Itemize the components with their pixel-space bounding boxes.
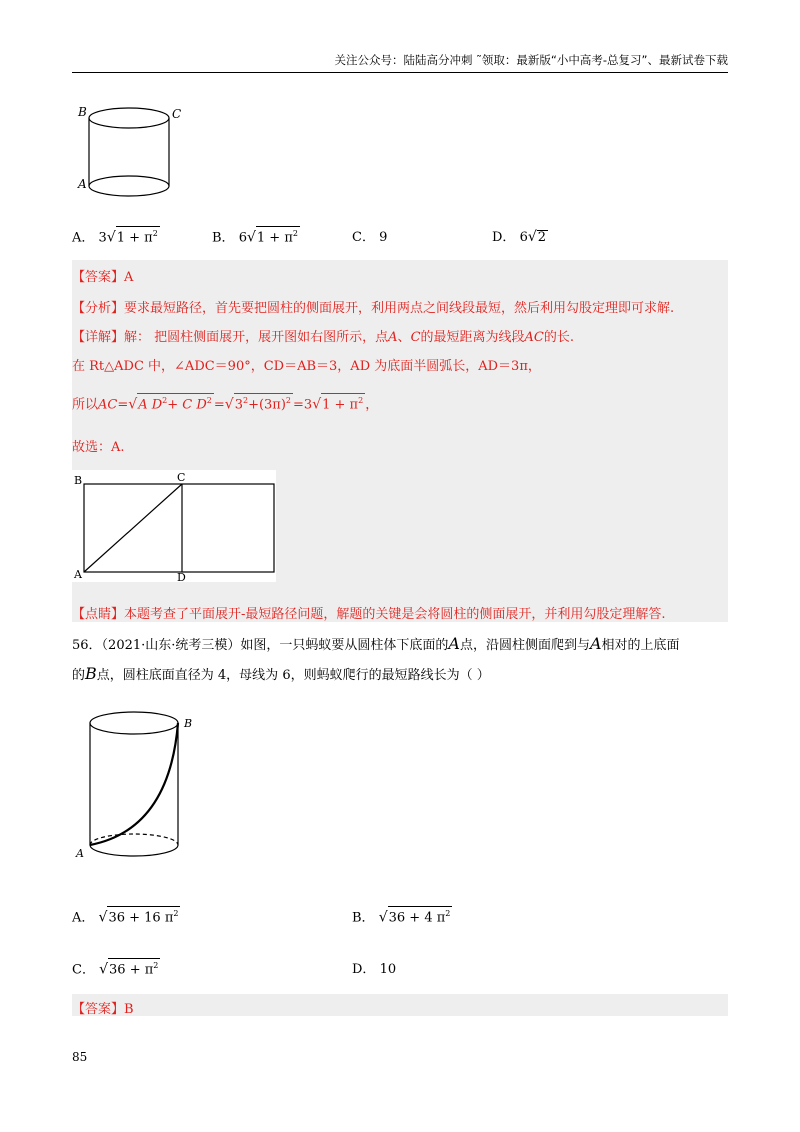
ant-path [90, 723, 178, 845]
q56-solution-block [72, 994, 728, 1016]
rectangle [84, 484, 274, 572]
cylinder-figure-2 [72, 705, 212, 867]
radical: A $D^2+ C$ $D^2$ [137, 393, 214, 412]
label-B: B [184, 717, 193, 730]
page-number: 85 [72, 1050, 88, 1064]
unrolled-figure [72, 470, 276, 582]
page-header [72, 52, 728, 73]
q56-option-b: B． √36 + 4 $\pi^2$ [352, 906, 452, 925]
bottom-front-arc [89, 186, 169, 196]
radical: 2 [537, 230, 547, 245]
option-c: C． 9 [352, 230, 388, 245]
comment-line: 【点睛】本题考查了平面展开-最短路径问题，解题的关键是会将圆柱的侧面展开，并利用勾股定理解答. [72, 607, 666, 622]
radical: 36 + 4 $\pi^2$ [388, 906, 453, 925]
option-b: B． $6√1 + \pi^2$ [212, 226, 300, 245]
answer-line: 【答案】A [72, 270, 134, 285]
bottom-front-arc [90, 845, 178, 856]
detail-line-2: 在 Rt△ADC 中，∠ADC＝90°，CD＝AB＝3，AD 为底面半圆弧长，AD＝3π， [72, 359, 541, 374]
top-ellipse [90, 712, 178, 734]
label-D: D [177, 571, 186, 582]
radical: $1 + \pi^2$ [116, 226, 160, 245]
label-C: C [177, 471, 186, 484]
q56-line-2: 的B点，圆柱底面直径为 4，母线为 6，则蚂蚁爬行的最短路线长为（ ） [72, 664, 490, 683]
radical: $3^2+(3\pi)^2$ [234, 393, 293, 412]
option-a: A． $3√1 + \pi^2$ [72, 226, 160, 245]
analysis-line: 【分析】要求最短路径，首先要把圆柱的侧面展开，利用两点之间线段最短，然后利用勾股定理即可求解. [72, 301, 675, 316]
radical: $1 + \pi^2$ [256, 226, 300, 245]
top-ellipse [89, 108, 169, 128]
radical: $1 + \pi^2$ [321, 393, 365, 412]
cylinder-figure-1 [72, 100, 192, 200]
label-A: A [76, 847, 84, 860]
detail-line-1: 【详解】解： 把圆柱侧面展开，展开图如右图所示，点A、C的最短距离为线段AC的长. [72, 330, 575, 345]
q56-option-d: D． 10 [352, 962, 397, 977]
q56-option-c: C． $√36 + \pi^2$ [72, 958, 160, 977]
label-A: A [78, 177, 87, 191]
detail-line-4: 故选：A. [72, 440, 125, 455]
label-B: B [74, 474, 83, 487]
detail-line-3: 所以AC=√A $D^2+ C$ $D^2 =√3^2+(3\pi)^2 =3√1 + \pi^2$ ， [72, 393, 378, 412]
radical: $36 + \pi^2$ [108, 958, 160, 977]
label-C: C [172, 107, 182, 121]
bottom-back-arc [90, 834, 178, 845]
radical: 36 + 16 $\pi^2$ [107, 906, 180, 925]
segment-AC [84, 484, 182, 572]
label-A: A [74, 568, 82, 581]
option-d: D． 6√2 [492, 229, 547, 245]
q56-answer-line: 【答案】B [72, 1002, 134, 1017]
q56-option-a: A． √36 + 16 $\pi^2$ [72, 906, 180, 925]
bottom-back-arc [89, 176, 169, 186]
header-text: 关注公众号：陆陆高分冲刺 ˜领取：最新版“小中高考-总复习”、最新试卷下载 [334, 53, 728, 67]
q56-line-1: 56．（2021·山东·统考三模）如图，一只蚂蚁要从圆柱体下底面的A点，沿圆柱侧面爬到与A相对的上底面 [72, 634, 680, 653]
label-B: B [78, 105, 87, 119]
